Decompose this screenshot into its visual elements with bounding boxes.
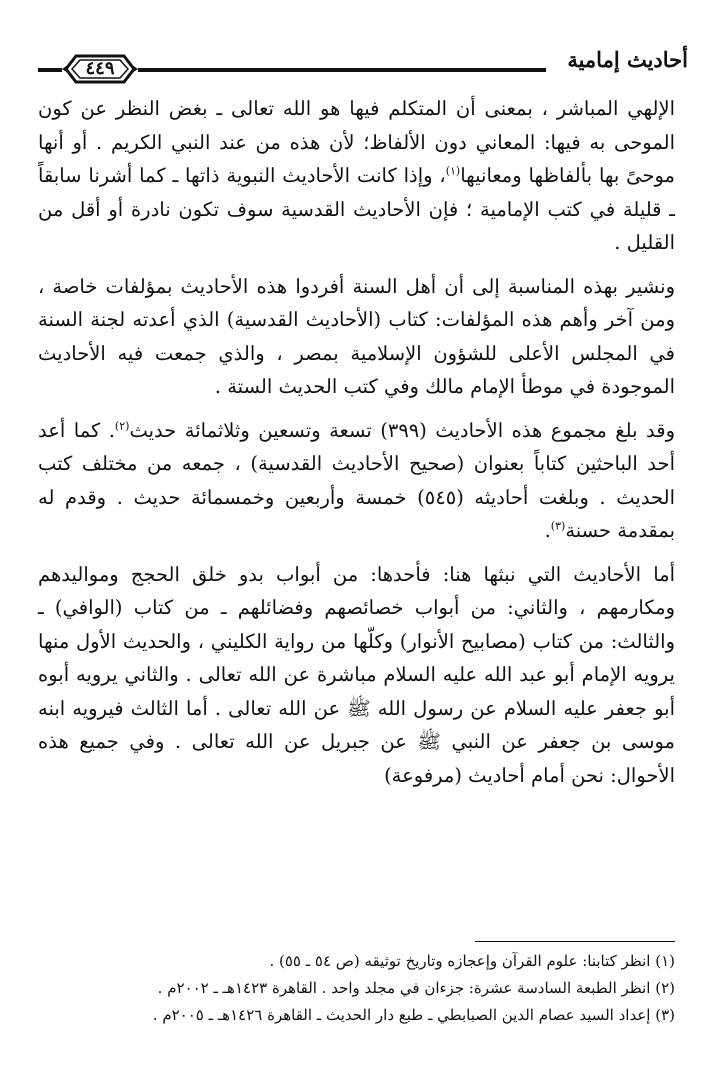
page-header [38,46,688,88]
paragraph-2 [38,270,675,404]
paragraph-2-text: ونشير بهذه المناسبة إلى أن أهل السنة أفردوا هذه الأحاديث بمؤلفات خاصة ، ومن آخر وأهم هذه المؤلفات: كتاب (الأحاديث القدسية) الذي أعدته لجنة السنة في المجلس الأعلى للشؤون الإسلامية بمصر ، والذي جمعت فيه الأحاديث الموجودة في موطأ الإمام مالك وفي كتب الحديث الستة . [38,274,675,398]
footnote-divider [475,941,675,942]
footnote-ref-3: (٣) [550,519,566,533]
paragraph-1-text: الإلهي المباشر ، بمعنى أن المتكلم فيها هو الله تعالى ـ بغض النظر عن كون الموحى به فيها: المعاني دون الألفاظ؛ لأن هذه من عند النبي الكريم . أو أنها موحىً بها بألفاظها ومعانيها [38,97,675,187]
footnotes [38,948,675,1029]
header-rule-left [38,68,62,72]
header-rule-right [138,68,546,72]
paragraph-3 [38,414,675,548]
footnote-1: (١) انظر كتابنا: علوم القرآن وإعجازه وتاريخ توثيقه (ص ٥٤ ـ ٥٥) . [269,952,675,970]
paragraph-3-text: وقد بلغ مجموع هذه الأحاديث (٣٩٩) تسعة وتسعين وثلاثمائة حديث [129,418,675,442]
footnote-2: (٢) انظر الطبعة السادسة عشرة: جزءان في مجلد واحد . القاهرة ١٤٢٣هـ ـ ٢٠٠٢م . [157,979,675,997]
paragraph-4 [38,558,675,793]
paragraph-3-end: . [544,519,551,542]
paragraph-4-text: أما الأحاديث التي نبثها هنا: فأحدها: من أبواب بدو خلق الحجج ومواليدهم ومكارمهم ، والثاني: من أبواب خصائصهم وفضائلهم ـ من كتاب (الوافي) ـ والثالث: من كتاب (مصابيح الأنوار) وكلّها من رواية الكليني ، والحديث الأول منها يرويه الإمام أبو عبد الله عليه السلام مباشرة عن الله تعالى . والثاني يرويه أبوه أبو جعفر عليه السلام عن رسول الله ﷺ عن الله تعالى . أما الثالث فيرويه ابنه موسى بن جعفر عن النبي ﷺ عن جبريل عن الله تعالى . وفي جميع هذه الأحوال: نحن أمام أحاديث (مرفوعة) [38,562,675,787]
page-number-ornament [62,52,138,86]
main-text [38,92,675,802]
footnote-ref-2: (٢) [114,419,130,432]
footnote-ref-1: (١) [445,164,461,178]
running-title: أحاديث إمامية [567,47,688,72]
paragraph-3-tail: . كما أعد أحد الباحثين كتاباً بعنوان (صحيح الأحاديث القدسية) ، جمعه من مختلف كتب الحديث . وبلغت أحاديثه (٥٤٥) خمسة وأربعين وخمسمائة حديث . وقدم له بمقدمة حسنة [38,418,675,542]
paragraph-1 [38,92,675,260]
paragraph-1-tail: ، وإذا كانت الأحاديث النبوية ذاتها ـ كما أشرنا سابقاً ـ قليلة في كتب الإمامية ؛ فإن الأحاديث القدسية سوف تكون نادرة أو أقل من القليل . [38,164,675,254]
footnote-3: (٣) إعداد السيد عصام الدين الصبابطي ـ طبع دار الحديث ـ القاهرة ١٤٢٦هـ ـ ٢٠٠٥م . [152,1006,675,1024]
page-number: ٤٤٩ [85,58,115,79]
